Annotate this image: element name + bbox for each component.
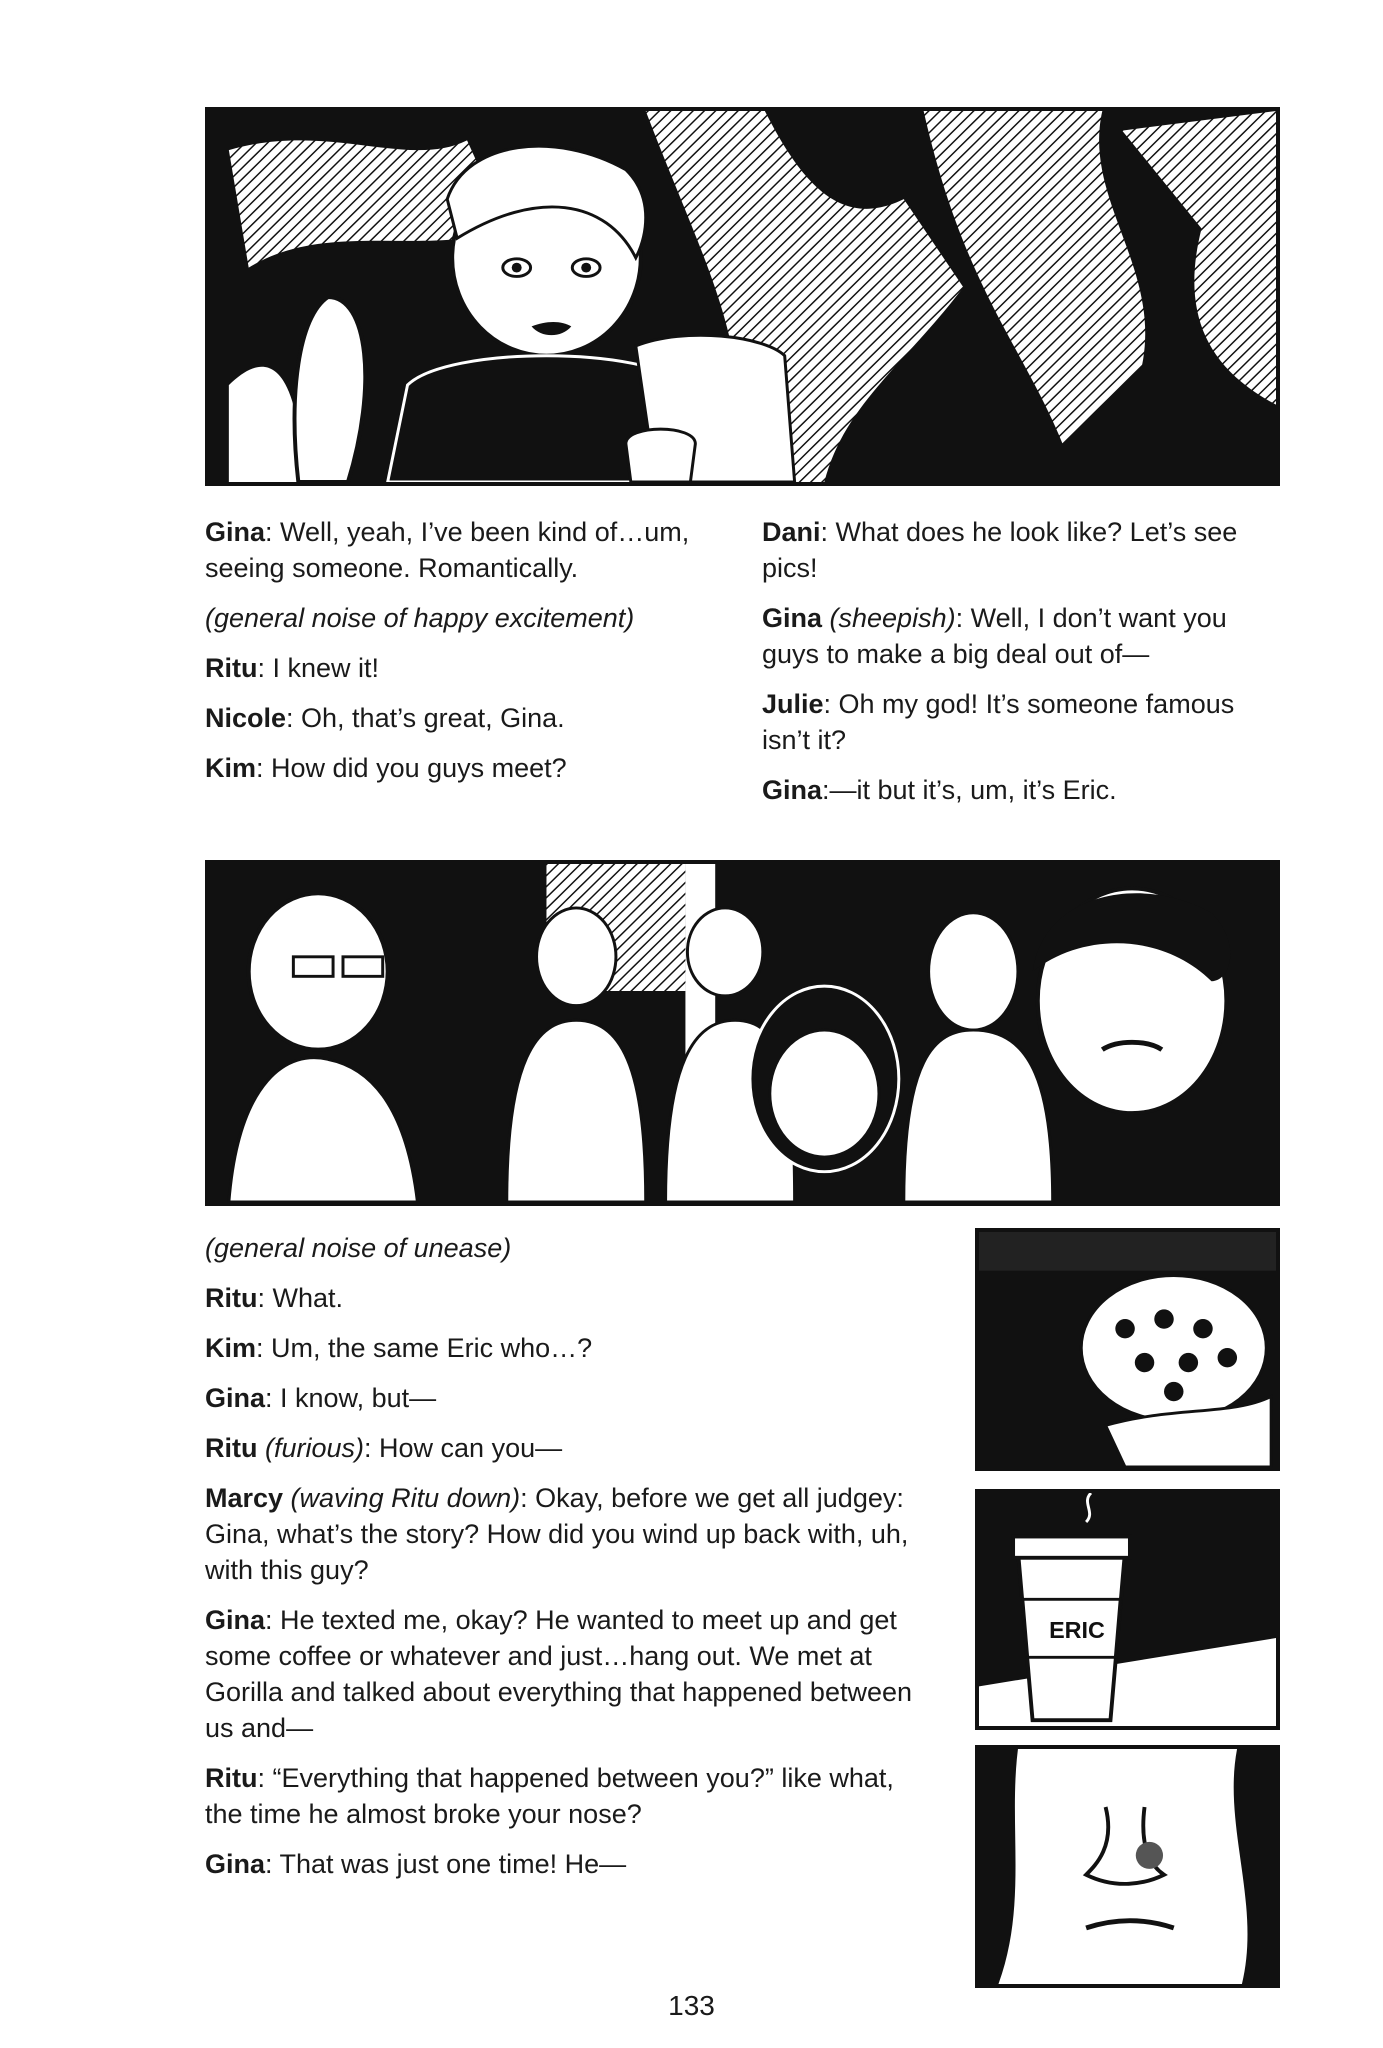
dialogue-line	[205, 1380, 920, 1416]
dialogue-text: : That was just one time! He—	[265, 1849, 627, 1879]
speaker-name: Kim	[205, 753, 257, 783]
dialogue-text: :—it but it’s, um, it’s Eric.	[822, 775, 1117, 805]
panel-coffee	[975, 1489, 1280, 1730]
coffee-cup-label: ERIC	[1049, 1617, 1105, 1644]
speaker-name: Gina	[762, 775, 823, 805]
dialogue-line	[762, 514, 1287, 586]
dialogue-line	[205, 1280, 920, 1316]
face-art	[979, 1749, 1276, 1984]
dialogue-text: : Um, the same Eric who…?	[256, 1333, 593, 1363]
dialogue-line	[205, 1480, 920, 1588]
panel-top-art	[209, 111, 1276, 482]
dialogue-line	[205, 1230, 920, 1266]
page-number: 133	[668, 1990, 715, 2021]
dialogue-text: : “Everything that happened between you?” like what, the time he almost broke your nose?	[205, 1763, 894, 1829]
stage-note: (general noise of happy excitement)	[205, 603, 635, 633]
speaker-name: Gina	[205, 1383, 266, 1413]
stage-note: (waving Ritu down)	[283, 1483, 521, 1513]
dialogue-bottom	[205, 1230, 920, 1896]
dialogue-text: : How did you guys meet?	[256, 753, 567, 783]
panel-face	[975, 1745, 1280, 1988]
coffee-art	[979, 1493, 1276, 1726]
dialogue-top-right	[762, 514, 1287, 822]
dialogue-text: : Oh, that’s great, Gina.	[286, 703, 565, 733]
speaker-name: Gina	[205, 1605, 266, 1635]
speaker-name: Ritu	[205, 1763, 258, 1793]
stage-note: (sheepish)	[822, 603, 956, 633]
dialogue-line	[762, 772, 1287, 808]
speaker-name: Kim	[205, 1333, 257, 1363]
dialogue-text: : I knew it!	[257, 653, 380, 683]
flowers-art	[979, 1232, 1276, 1467]
panel-middle	[205, 860, 1280, 1206]
dialogue-line	[205, 600, 735, 636]
speaker-name: Nicole	[205, 703, 287, 733]
stage-note: (furious)	[257, 1433, 365, 1463]
speaker-name: Dani	[762, 517, 821, 547]
dialogue-text: : Okay, before we get all judgey: Gina, what’s the story? How did you wind up back with, uh, with this guy?	[205, 1483, 909, 1585]
speaker-name: Ritu	[205, 1283, 258, 1313]
dialogue-line	[205, 1760, 920, 1832]
speaker-name: Ritu	[205, 653, 258, 683]
dialogue-text: : What.	[257, 1283, 344, 1313]
panel-middle-art	[209, 864, 1276, 1202]
dialogue-text: : What does he look like? Let’s see pics!	[762, 517, 1238, 583]
dialogue-line	[205, 1430, 920, 1466]
speaker-name: Gina	[762, 603, 823, 633]
dialogue-text: : How can you—	[364, 1433, 563, 1463]
dialogue-text: : I know, but—	[265, 1383, 437, 1413]
dialogue-line	[205, 700, 735, 736]
speaker-name: Marcy	[205, 1483, 284, 1513]
dialogue-line	[205, 514, 735, 586]
dialogue-text: : Well, I don’t want you guys to make a big deal out of—	[762, 603, 1227, 669]
speaker-name: Ritu	[205, 1433, 258, 1463]
dialogue-text: : Well, yeah, I’ve been kind of…um, seeing someone. Romantically.	[205, 517, 690, 583]
dialogue-line	[205, 650, 735, 686]
dialogue-line	[205, 750, 735, 786]
speaker-name: Gina	[205, 1849, 266, 1879]
dialogue-line	[205, 1846, 920, 1882]
panel-top	[205, 107, 1280, 486]
dialogue-line	[762, 686, 1287, 758]
speaker-name: Julie	[762, 689, 824, 719]
dialogue-top-left	[205, 514, 735, 800]
dialogue-line	[205, 1330, 920, 1366]
stage-note: (general noise of unease)	[205, 1233, 512, 1263]
dialogue-text: : Oh my god! It’s someone famous isn’t it?	[762, 689, 1235, 755]
dialogue-line	[205, 1602, 920, 1746]
panel-flowers	[975, 1228, 1280, 1471]
speaker-name: Gina	[205, 517, 266, 547]
dialogue-text: : He texted me, okay? He wanted to meet up and get some coffee or whatever and just…hang out. We met at Gorilla and talked about everything that happened between us and—	[205, 1605, 913, 1743]
dialogue-line	[762, 600, 1287, 672]
